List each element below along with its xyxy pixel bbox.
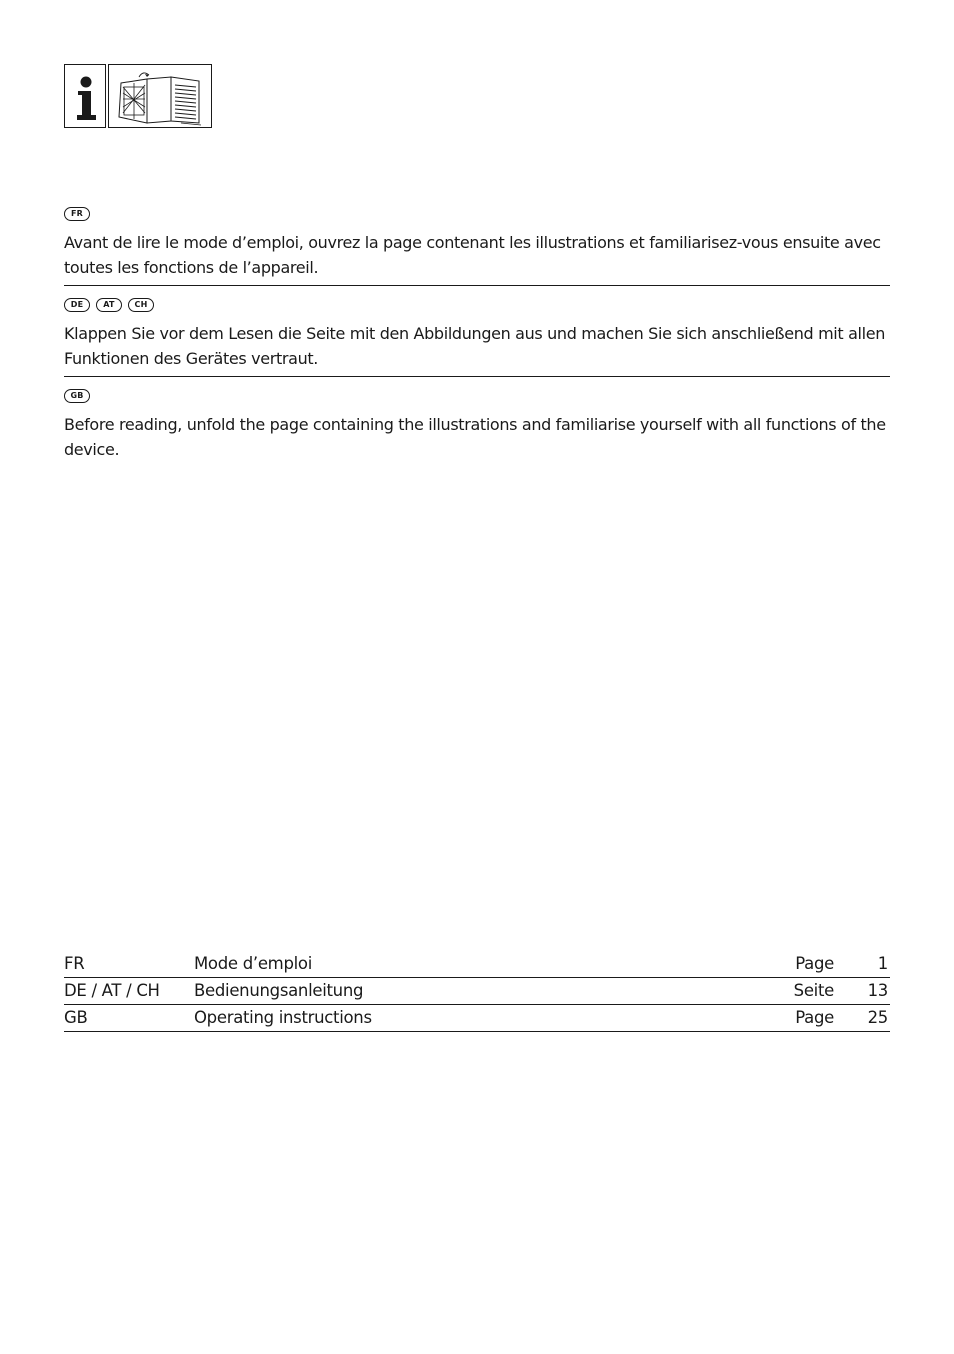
lang-badge-de: DE xyxy=(64,298,90,312)
info-icon xyxy=(64,64,106,128)
toc-lang-code: DE / AT / CH xyxy=(64,981,160,1000)
toc-lang-code: GB xyxy=(64,1008,88,1027)
toc-page-number: 25 xyxy=(867,1008,888,1027)
lang-badge-ch: CH xyxy=(128,298,154,312)
unfold-page-icon xyxy=(108,64,212,128)
divider xyxy=(64,376,890,377)
lang-badge-fr: FR xyxy=(64,207,90,221)
table-of-contents xyxy=(64,951,890,1032)
lang-badges xyxy=(64,298,890,312)
lang-badges xyxy=(64,207,890,221)
toc-lang-code: FR xyxy=(64,954,85,973)
intro-text-fr: Avant de lire le mode d’emploi, ouvrez la page contenant les illustrations et familiarisez-vous ensuite avec toutes les fonctions de l’appareil. xyxy=(64,233,881,277)
intro-text-gb: Before reading, unfold the page containing the illustrations and familiarise yourself with all functions of the device. xyxy=(64,415,886,459)
divider xyxy=(64,285,890,286)
lang-badge-at: AT xyxy=(96,298,122,312)
lang-badges xyxy=(64,389,890,403)
intro-text-de: Klappen Sie vor dem Lesen die Seite mit den Abbildungen aus und machen Sie sich anschließend mit allen Funktionen des Gerätes vertraut. xyxy=(64,324,885,368)
toc-row-fr[interactable] xyxy=(64,951,890,978)
toc-row-gb[interactable] xyxy=(64,1005,890,1032)
toc-page-label: Page xyxy=(795,954,834,973)
toc-page-label: Seite xyxy=(793,981,834,1000)
toc-title: Mode d’emploi xyxy=(194,954,312,973)
toc-row-de[interactable] xyxy=(64,978,890,1005)
lang-block-gb xyxy=(64,389,890,462)
lang-badge-gb: GB xyxy=(64,389,90,403)
toc-title: Operating instructions xyxy=(194,1008,372,1027)
lang-block-de xyxy=(64,298,890,371)
toc-page-number: 13 xyxy=(867,981,888,1000)
toc-title: Bedienungsanleitung xyxy=(194,981,364,1000)
toc-page-label: Page xyxy=(795,1008,834,1027)
lang-block-fr xyxy=(64,207,890,280)
toc-page-number: 1 xyxy=(877,954,888,973)
